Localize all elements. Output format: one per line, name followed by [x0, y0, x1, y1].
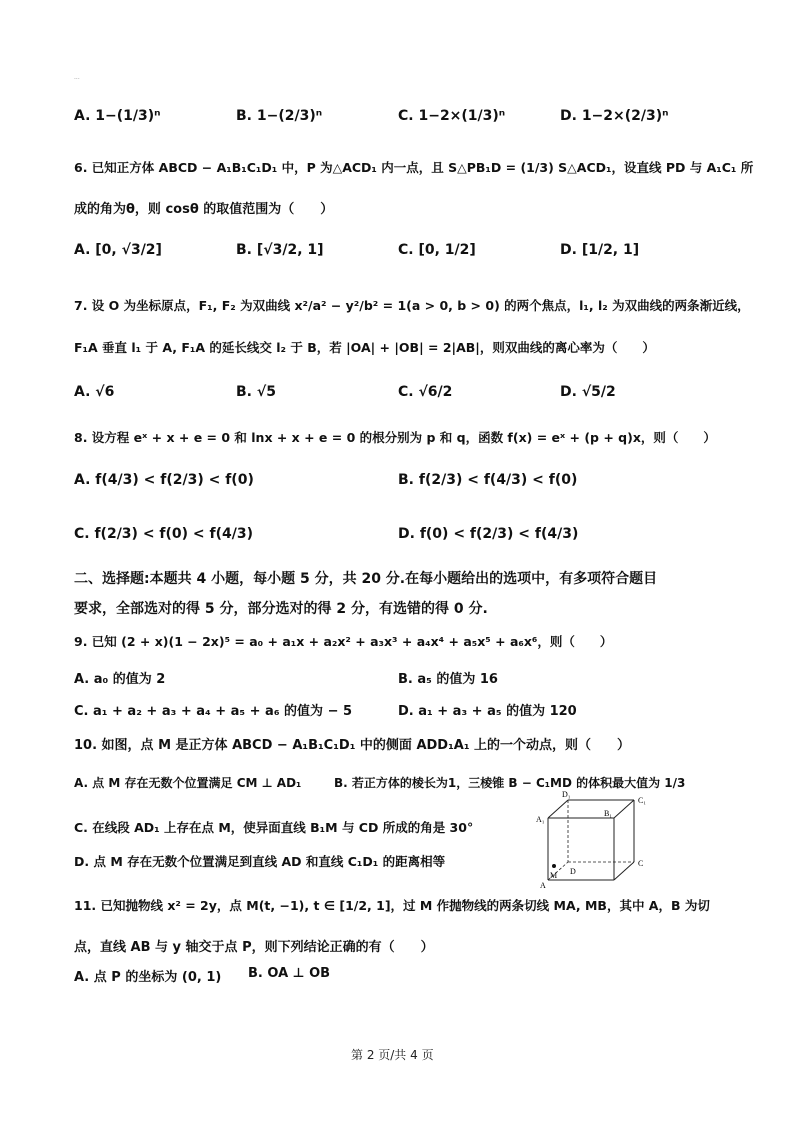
- q6-line2: 成的角为θ，则 cosθ 的取值范围为（ ）: [74, 202, 334, 217]
- cube-figure: [528, 788, 664, 892]
- q6-line1: 6. 已知正方体 ABCD − A₁B₁C₁D₁ 中，P 为△ACD₁ 内一点，且 S△PB₁D = (1/3) S△ACD₁，设直线 PD 与 A₁C₁ 所: [74, 160, 754, 175]
- q6-option-a: A. [0, √3/2]: [74, 242, 162, 258]
- q9-option-c: C. a₁ + a₂ + a₃ + a₄ + a₅ + a₆ 的值为 − 5: [74, 704, 353, 719]
- q9-option-a: A. a₀ 的值为 2: [74, 672, 166, 687]
- q5-option-b: B. 1−(2/3)ⁿ: [236, 108, 323, 124]
- q11-option-b: B. OA ⊥ OB: [248, 966, 331, 981]
- label-d1: D₁: [562, 790, 571, 799]
- q10-option-b: B. 若正方体的棱长为1，三棱锥 B − C₁MD 的体积最大值为 1/3: [334, 776, 686, 790]
- q8-option-d: D. f(0) < f(2/3) < f(4/3): [398, 526, 579, 542]
- q10-option-c: C. 在线段 AD₁ 上存在点 M，使异面直线 B₁M 与 CD 所成的角是 30°: [74, 820, 474, 835]
- q7-line2: F₁A 垂直 l₁ 于 A, F₁A 的延长线交 l₂ 于 B，若 |OA| + |OB| = 2|AB|，则双曲线的离心率为（ ）: [74, 340, 655, 355]
- q8-option-c: C. f(2/3) < f(0) < f(4/3): [74, 526, 254, 542]
- q7-option-c: C. √6/2: [398, 384, 453, 400]
- q5-option-c: C. 1−2×(1/3)ⁿ: [398, 108, 506, 124]
- label-d: D: [570, 867, 576, 876]
- q11-line2: 点，直线 AB 与 y 轴交于点 P，则下列结论正确的有（ ）: [74, 940, 434, 955]
- q9-option-b: B. a₅ 的值为 16: [398, 672, 498, 687]
- q8-option-b: B. f(2/3) < f(4/3) < f(0): [398, 472, 578, 488]
- q10-option-d: D. 点 M 存在无数个位置满足到直线 AD 和直线 C₁D₁ 的距离相等: [74, 854, 446, 869]
- header-mark: ...: [74, 74, 80, 81]
- q8-option-a: A. f(4/3) < f(2/3) < f(0): [74, 472, 254, 488]
- q11-line1: 11. 已知抛物线 x² = 2y，点 M(t, −1), t ∈ [1/2, 1]，过 M 作抛物线的两条切线 MA, MB，其中 A，B 为切: [74, 898, 710, 913]
- label-c1: C₁: [638, 796, 647, 805]
- section2-line1: 二、选择题:本题共 4 小题，每小题 5 分，共 20 分.在每小题给出的选项中，有多项符合题目: [74, 571, 658, 587]
- q7-option-d: D. √5/2: [560, 384, 616, 400]
- q5-option-a: A. 1−(1/3)ⁿ: [74, 108, 161, 124]
- label-b1: B₁: [604, 809, 613, 818]
- q6-option-b: B. [√3/2, 1]: [236, 242, 324, 258]
- q7-option-a: A. √6: [74, 384, 115, 400]
- q10-line1: 10. 如图，点 M 是正方体 ABCD − A₁B₁C₁D₁ 中的侧面 ADD₁A₁ 上的一个动点，则（ ）: [74, 738, 631, 753]
- q10-option-a: A. 点 M 存在无数个位置满足 CM ⊥ AD₁: [74, 776, 302, 790]
- section2-line2: 要求，全部选对的得 5 分，部分选对的得 2 分，有选错的得 0 分.: [74, 601, 488, 617]
- edge-a1-d1: [548, 800, 568, 818]
- q11-option-a: A. 点 P 的坐标为 (0, 1): [74, 970, 222, 985]
- q7-option-b: B. √5: [236, 384, 276, 400]
- page-footer: 第 2 页/共 4 页: [351, 1048, 434, 1062]
- label-a: A: [540, 881, 546, 890]
- edge-b1-c1: [614, 800, 634, 818]
- edge-b-c: [614, 862, 634, 880]
- label-c: C: [638, 859, 644, 868]
- q9-line1: 9. 已知 (2 + x)(1 − 2x)⁵ = a₀ + a₁x + a₂x² + a₃x³ + a₄x⁴ + a₅x⁵ + a₆x⁶，则（ ）: [74, 634, 613, 649]
- label-a1: A₁: [536, 815, 545, 824]
- point-m: [552, 864, 556, 868]
- q9-option-d: D. a₁ + a₃ + a₅ 的值为 120: [398, 704, 577, 719]
- q7-line1: 7. 设 O 为坐标原点，F₁, F₂ 为双曲线 x²/a² − y²/b² = 1(a > 0, b > 0) 的两个焦点，l₁, l₂ 为双曲线的两条渐近线，: [74, 298, 750, 313]
- q5-option-d: D. 1−2×(2/3)ⁿ: [560, 108, 669, 124]
- q6-option-d: D. [1/2, 1]: [560, 242, 640, 258]
- label-m: M: [550, 871, 558, 880]
- q8-line1: 8. 设方程 eˣ + x + e = 0 和 lnx + x + e = 0 的根分别为 p 和 q，函数 f(x) = eˣ + (p + q)x，则（ ）: [74, 430, 716, 445]
- q6-option-c: C. [0, 1/2]: [398, 242, 476, 258]
